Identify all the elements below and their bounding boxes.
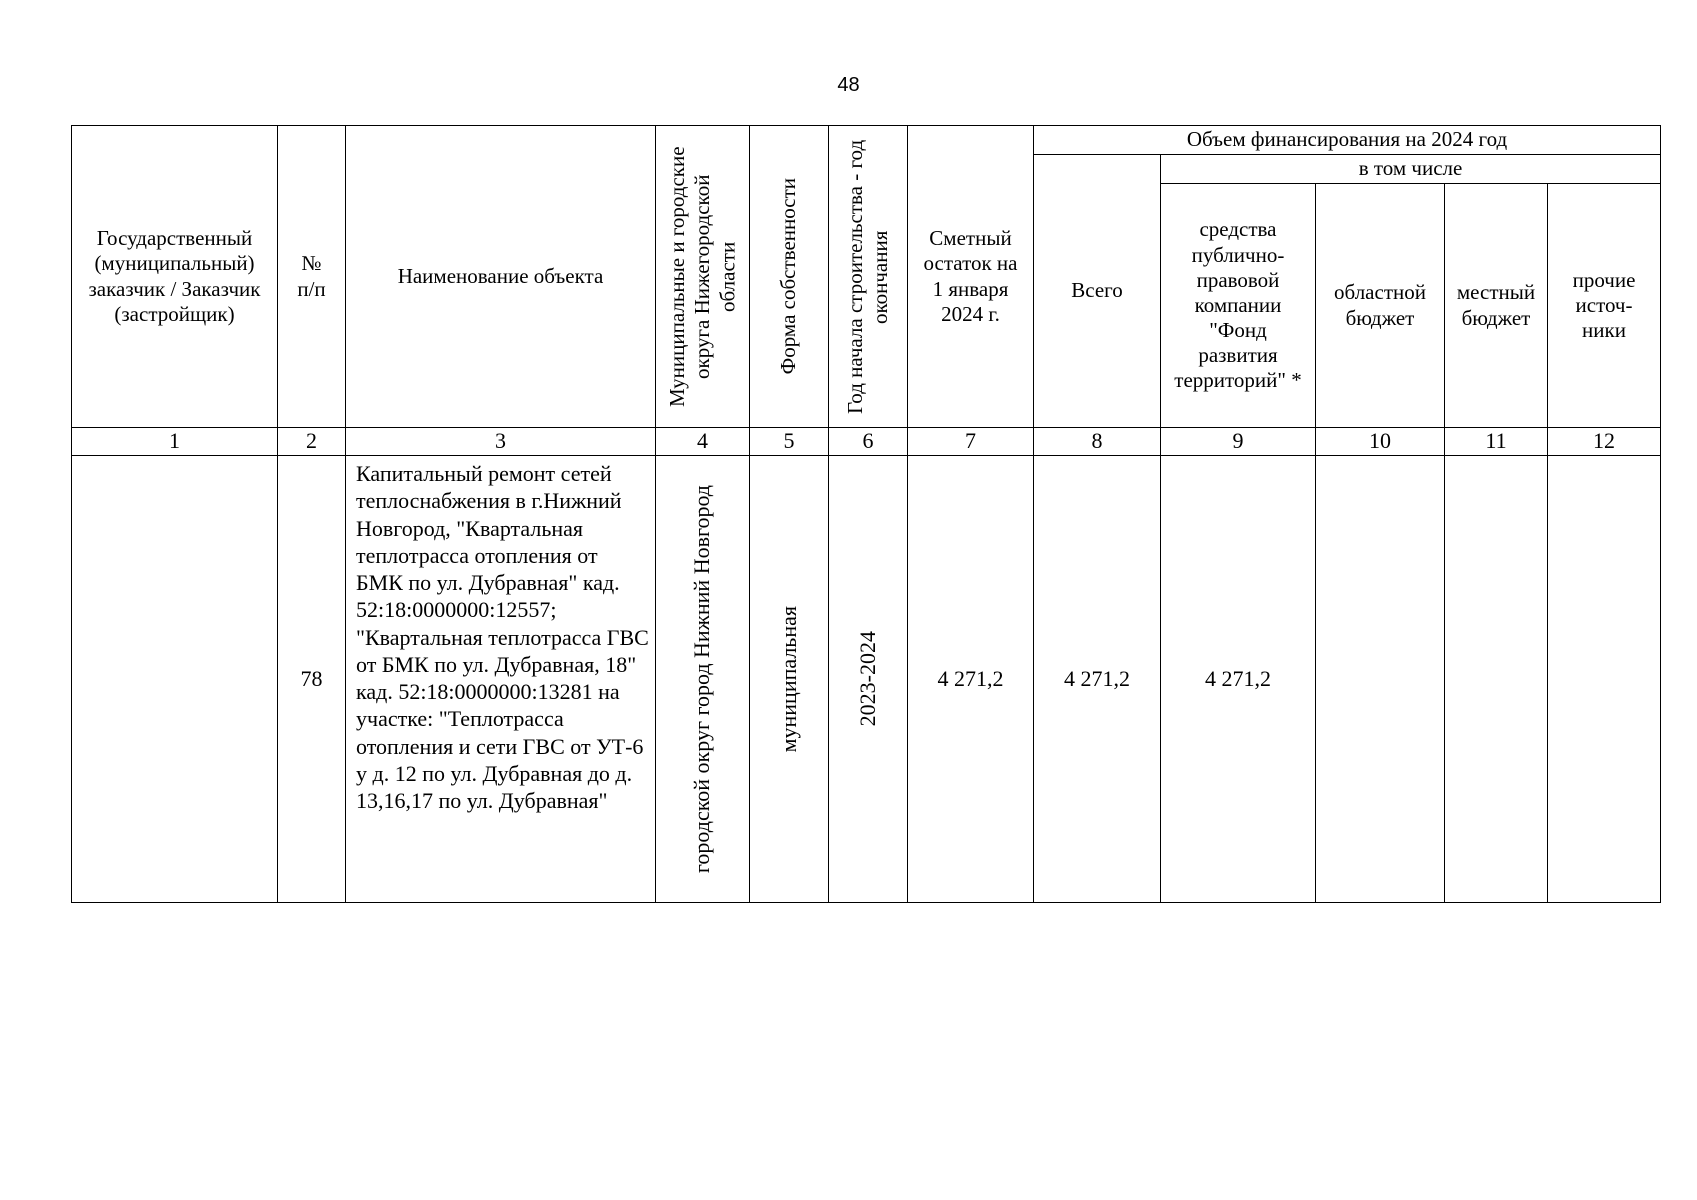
column-number: 3	[346, 428, 656, 456]
cell-years: 2023-2024	[829, 456, 908, 903]
cell-fund: 4 271,2	[1161, 456, 1316, 903]
header-local: местный бюджет	[1445, 184, 1548, 428]
cell-other	[1548, 456, 1661, 903]
column-number: 5	[750, 428, 829, 456]
column-number: 4	[656, 428, 750, 456]
header-estimate: Сметный остаток на 1 января 2024 г.	[908, 126, 1034, 428]
header-years: Год начала строительства - год окончания	[829, 126, 908, 428]
column-number: 9	[1161, 428, 1316, 456]
header-ownership: Форма собственности	[750, 126, 829, 428]
cell-estimate: 4 271,2	[908, 456, 1034, 903]
header-other: прочие источ-ники	[1548, 184, 1661, 428]
header-municipal: Муниципальные и городские округа Нижегородской области	[656, 126, 750, 428]
cell-object-name: Капитальный ремонт сетей теплоснабжения в г.Нижний Новгород, "Квартальная теплотрасса отопления от БМК по ул. Дубравная" кад. 52:18:0000000:12557; "Квартальная теплотрасса ГВС от БМК по ул. Дубравная, 18" кад. 52:18:0000000:13281 на участке: "Теплотрасса отопления и сети ГВС от УТ-6 у д. 12 по ул. Дубравная до д. 13,16,17 по ул. Дубравная"	[346, 456, 656, 903]
column-number: 6	[829, 428, 908, 456]
header-financing-group: Объем финансирования на 2024 год	[1034, 126, 1661, 155]
column-number: 11	[1445, 428, 1548, 456]
cell-local	[1445, 456, 1548, 903]
column-number: 2	[278, 428, 346, 456]
financing-table	[71, 125, 1661, 903]
header-object-name: Наименование объекта	[346, 126, 656, 428]
cell-ownership: муниципальная	[750, 456, 829, 903]
column-number: 8	[1034, 428, 1161, 456]
column-number: 12	[1548, 428, 1661, 456]
header-including: в том числе	[1161, 155, 1661, 184]
header-fund: средства публично-правовой компании "Фонд развития территорий" *	[1161, 184, 1316, 428]
column-numbers-row	[72, 428, 1661, 456]
column-number: 7	[908, 428, 1034, 456]
cell-regional	[1316, 456, 1445, 903]
table-row	[72, 456, 1661, 903]
header-customer: Государственный (муниципальный) заказчик / Заказчик (застройщик)	[72, 126, 278, 428]
cell-municipal: городской округ город Нижний Новгород	[656, 456, 750, 903]
cell-customer	[72, 456, 278, 903]
header-total: Всего	[1034, 155, 1161, 428]
cell-total: 4 271,2	[1034, 456, 1161, 903]
cell-number: 78	[278, 456, 346, 903]
column-number: 1	[72, 428, 278, 456]
column-number: 10	[1316, 428, 1445, 456]
page-number: 48	[837, 74, 860, 96]
header-regional: областной бюджет	[1316, 184, 1445, 428]
header-number: № п/п	[278, 126, 346, 428]
